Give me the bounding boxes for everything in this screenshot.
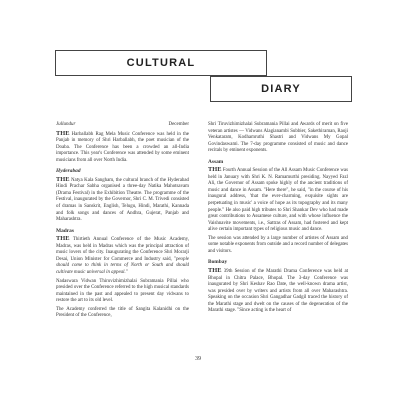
paragraph-bombay <box>208 268 348 315</box>
section-heading-madras: Madras <box>56 227 74 234</box>
paragraph-assam-2: The session was attended by a large number of artistes of Assam and some notable exponents from outside and a record number of delegates and visitors. <box>208 235 348 254</box>
drop-cap: THE <box>56 175 70 183</box>
page-number: 39 <box>195 356 201 362</box>
paragraph-jullundur <box>56 131 189 165</box>
left-column <box>56 122 189 322</box>
paragraph-madras <box>56 236 189 276</box>
paragraph-assam <box>208 167 348 233</box>
paragraph-hyderabad <box>56 177 189 224</box>
paragraph-text: Fourth Annual Session of the All Assam Music Conference was held in January with Shri K. N. Ramamurthi presiding. Nayyed Fazl Ali, the Governor of Assam spoke highly of the ancient traditions of music and dance in Assam. "Here there", he said, "in the course of his inaugural address, 'that the ever-charming, exquisite sights are perpetuating in music' a voice of hope as its topography and its many people." He also paid high tributes to Shri Shankar Dev who had made great contributions to Assamese culture, and with whose influence the Vaishnavite movements, i.e., Sattras of Assam, had fostered and kept alive certain important types of religious music and dance. <box>208 168 348 233</box>
paragraph-madras-3: The Academy conferred the title of Sangita Kalanidhi on the President of the Conference, <box>56 306 189 319</box>
paragraph-text: Thirtieth Annual Conference of the Music Academy, Madras, was held in Madras which was the principal attraction of music lovers of the city. Inaugurating the Conference Shri Morarji Desai, Union Minister for Commerce and Industry said, <box>56 237 190 262</box>
month-heading: December <box>168 122 189 127</box>
drop-cap: THE <box>56 235 70 243</box>
drop-cap: THE <box>208 267 222 275</box>
paragraph-quote: "people should come to think in terms of North or South and should cultivate music universal in appeal." <box>56 256 189 275</box>
place-heading-jullundur: Jullundur <box>56 122 76 127</box>
drop-cap: THE <box>56 129 70 137</box>
drop-cap: THE <box>208 166 222 174</box>
paragraph-text: Harballabh Rag Mela Music Conference was held in the Panjab in memory of Shri Harballabh, the poet musician of the Doaba. The Conference has been a crowded an all-India importance. This year's Conference was attended by some eminent musicians from all over North India. <box>56 131 189 163</box>
left-column-header <box>56 122 189 129</box>
title-cultural-box <box>55 50 267 76</box>
paragraph-madras-2: Nadaswara Vidwan Thiruvizhimizhalai Subramania Pillai who presided over the Conference referred to the high musical standards maintained in the past and appealed to present day vidwans to restore the art to its old level. <box>56 278 189 304</box>
page-subtitle: DIARY <box>261 83 301 95</box>
right-column <box>208 122 348 317</box>
title-diary-box <box>210 76 352 102</box>
paragraph-text: 39th Session of the Marathi Drama Conference was held at Bhopal in Chitra Palace, Bhopal. The 3-day Conference was inaugurated by Shri Keshav Rao Date, the well-known drama artist, was presided over by writers and artists from all over Maharashtra. Speaking on the occasion Shri Gangadhar Gadgil traced the history of the Marathi stage and dwelt on the causes of the degeneration of the Marathi stage. "Since acting is the heart of <box>208 269 348 314</box>
section-heading-bombay: Bombay <box>208 259 228 266</box>
paragraph-text: Natya Kala Sangham, the cultural branch of the Hyderabad Hindi Prachar Sabha organised a three-day Natika Mahotsavam (Drama Festival) in the Exhibition Theatre. The programme of the Festival, inaugurated by the Governor, Shri C. M. Trivedi consisted of dramas in Sanskrit, English, Telugu, Hindi, Marathi, Kannada and folk songs and dances of Andhra, Gujerat, Panjab and Maharashtra. <box>56 177 189 223</box>
page-title: CULTURAL <box>126 57 196 69</box>
section-heading-assam: Assam <box>208 158 224 165</box>
section-heading-hyderabad: Hyderabad <box>56 168 81 175</box>
paragraph-madras-continued: Shri Tiruvizhimizhalai Subramania Pillai and Awards of merit on five veteran artistes — Vidwans Alagianambi Subbier, Sakethiraman, Raoji Venkataram, Kodhamruthi Shastri and Vidwans My Gopal Govindaswami. The 7-day programme consisted of music and dance recitals by eminent exponents. <box>208 122 348 154</box>
